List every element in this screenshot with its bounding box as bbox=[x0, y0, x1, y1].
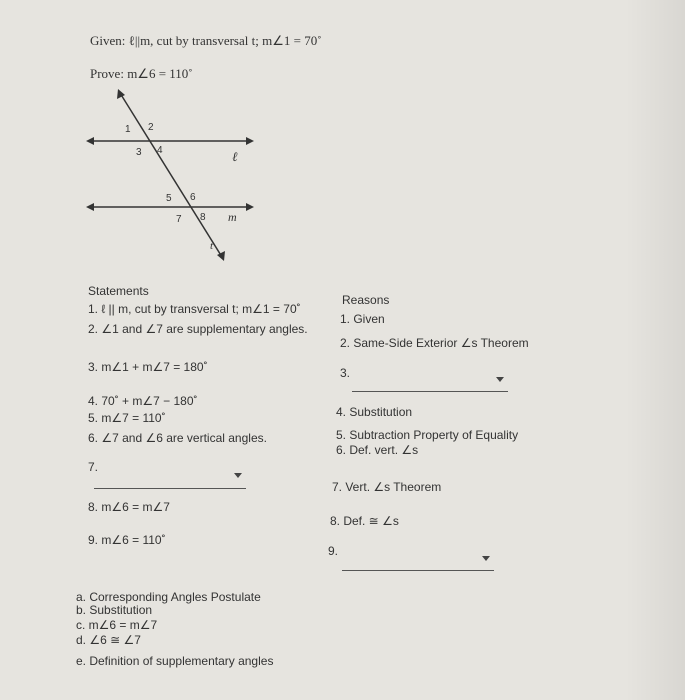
reason-9-dropdown[interactable] bbox=[342, 547, 494, 571]
angle-label: 2 bbox=[148, 122, 154, 133]
chevron-down-icon bbox=[496, 377, 504, 382]
statement-2: 2. ∠1 and ∠7 are supplementary angles. bbox=[88, 322, 308, 336]
line-l-label: ℓ bbox=[232, 149, 238, 164]
option-c: c. m∠6 = m∠7 bbox=[76, 618, 158, 632]
angle-label: 6 bbox=[190, 192, 196, 203]
angle-label: 4 bbox=[157, 145, 163, 156]
angle-label: 3 bbox=[136, 147, 142, 158]
given-text: Given: ℓ||m, cut by transversal t; m∠1 = 70˚ bbox=[90, 33, 322, 48]
option-a: a. Corresponding Angles Postulate bbox=[76, 590, 261, 604]
angle-label: 7 bbox=[176, 214, 182, 225]
angle-label: 8 bbox=[200, 212, 206, 223]
reasons-header: Reasons bbox=[342, 293, 390, 307]
statement-7: 7. bbox=[88, 460, 99, 474]
statement-5: 5. m∠7 = 110˚ bbox=[88, 411, 166, 425]
chevron-down-icon bbox=[482, 556, 490, 561]
statement-1: 1. ℓ || m, cut by transversal t; m∠1 = 70˚ bbox=[88, 302, 301, 316]
line-t-label: t bbox=[210, 240, 214, 252]
page-shading bbox=[625, 0, 685, 700]
reason-2: 2. Same-Side Exterior ∠s Theorem bbox=[340, 336, 529, 350]
statement-7-dropdown[interactable] bbox=[94, 465, 246, 489]
chevron-down-icon bbox=[234, 473, 242, 478]
option-d: d. ∠6 ≅ ∠7 bbox=[76, 633, 141, 647]
statement-6: 6. ∠7 and ∠6 are vertical angles. bbox=[88, 431, 267, 445]
statements-header: Statements bbox=[88, 284, 149, 298]
option-e: e. Definition of supplementary angles bbox=[76, 654, 274, 668]
line-t bbox=[120, 93, 222, 257]
angle-label: 1 bbox=[125, 124, 131, 135]
parallel-lines-figure bbox=[80, 85, 270, 270]
prove-text: Prove: m∠6 = 110˚ bbox=[90, 66, 193, 81]
reason-9: 9. bbox=[328, 544, 339, 558]
statement-9: 9. m∠6 = 110˚ bbox=[88, 533, 166, 547]
statement-8: 8. m∠6 = m∠7 bbox=[88, 500, 170, 514]
reason-7: 7. Vert. ∠s Theorem bbox=[332, 480, 442, 494]
reason-4: 4. Substitution bbox=[336, 405, 413, 419]
statement-4: 4. 70˚ + m∠7 − 180˚ bbox=[88, 394, 198, 408]
reason-3: 3. bbox=[340, 366, 351, 380]
reason-3-dropdown[interactable] bbox=[352, 368, 508, 392]
reason-1: 1. Given bbox=[340, 312, 385, 326]
reason-8: 8. Def. ≅ ∠s bbox=[330, 514, 399, 528]
line-m-label: m bbox=[228, 210, 237, 224]
reason-6: 6. Def. vert. ∠s bbox=[336, 443, 419, 457]
reason-5: 5. Subtraction Property of Equality bbox=[336, 428, 519, 442]
statement-3: 3. m∠1 + m∠7 = 180˚ bbox=[88, 360, 208, 374]
angle-label: 5 bbox=[166, 193, 172, 204]
option-b: b. Substitution bbox=[76, 603, 153, 617]
